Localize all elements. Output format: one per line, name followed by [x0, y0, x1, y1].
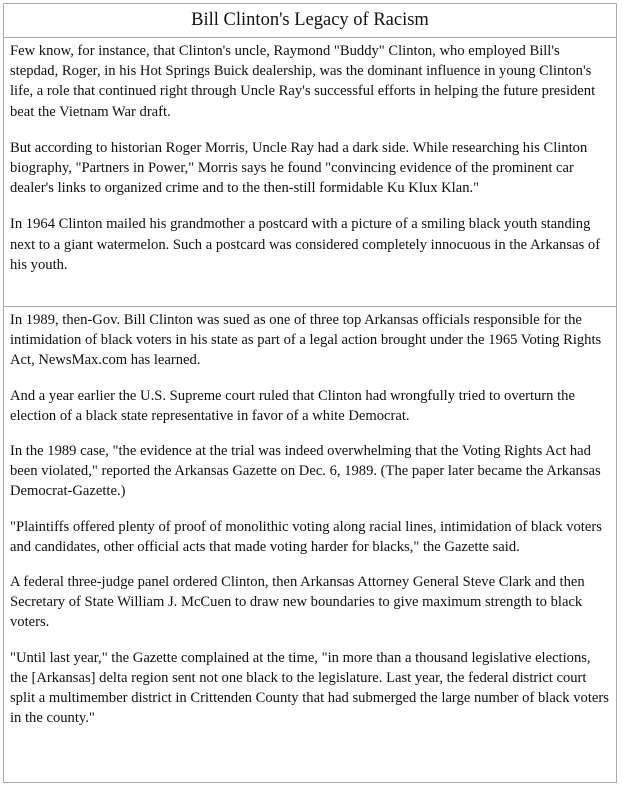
paragraph: But according to historian Roger Morris, Uncle Ray had a dark side. While researching his Clinton biography, "Partners in Power," Morris says he found "convincing evidence of the prominent car dealer's links to organized crime and to the then-still formidable Ku Klux Klan.": [10, 139, 588, 197]
paragraph: A federal three-judge panel ordered Clinton, then Arkansas Attorney General Steve Clark and then Secretary of State William J. McCuen to draw new boundaries to give maximum strength to black voters.: [10, 574, 585, 631]
section-voting-rights: [4, 307, 616, 745]
paragraph: In 1964 Clinton mailed his grandmother a postcard with a picture of a smiling black youth standing next to a giant watermelon. Such a postcard was considered completely innocuous in the Arkansas of his youth.: [10, 216, 601, 273]
paragraph: And a year earlier the U.S. Supreme court ruled that Clinton had wrongfully tried to overturn the election of a black state representative in favor of a white Democrat.: [10, 387, 575, 424]
paragraph: In the 1989 case, "the evidence at the trial was indeed overwhelming that the Voting Rights Act had been violated," reported the Arkansas Gazette on Dec. 6, 1989. (The paper later became the Arkansas Democrat-Gazette.): [10, 443, 601, 500]
section-background: [4, 38, 616, 307]
paragraph: "Until last year," the Gazette complained at the time, "in more than a thousand legislative elections, the [Arkansas] delta region sent not one black to the legislature. Last year, the federal district court split a multimember district in Crittenden County that had submerged the large number of black voters in the county.": [10, 649, 609, 727]
paragraph: "Plaintiffs offered plenty of proof of monolithic voting along racial lines, intimidation of black voters and candidates, other official acts that made voting harder for blacks," the Gazette said.: [10, 518, 602, 555]
article-title: Bill Clinton's Legacy of Racism: [4, 4, 616, 38]
article-table: [3, 3, 617, 783]
paragraph: Few know, for instance, that Clinton's uncle, Raymond "Buddy" Clinton, who employed Bill's stepdad, Roger, in his Hot Springs Buick dealership, was the dominant influence in young Clinton's life, a role that continued right through Uncle Ray's successful efforts in helping the future president beat the Vietnam War draft.: [10, 43, 596, 120]
paragraph: In 1989, then-Gov. Bill Clinton was sued as one of three top Arkansas officials responsible for the intimidation of black voters in his state as part of a legal action brought under the 1965 Voting Rights Act, NewsMax.com has learned.: [10, 312, 602, 369]
